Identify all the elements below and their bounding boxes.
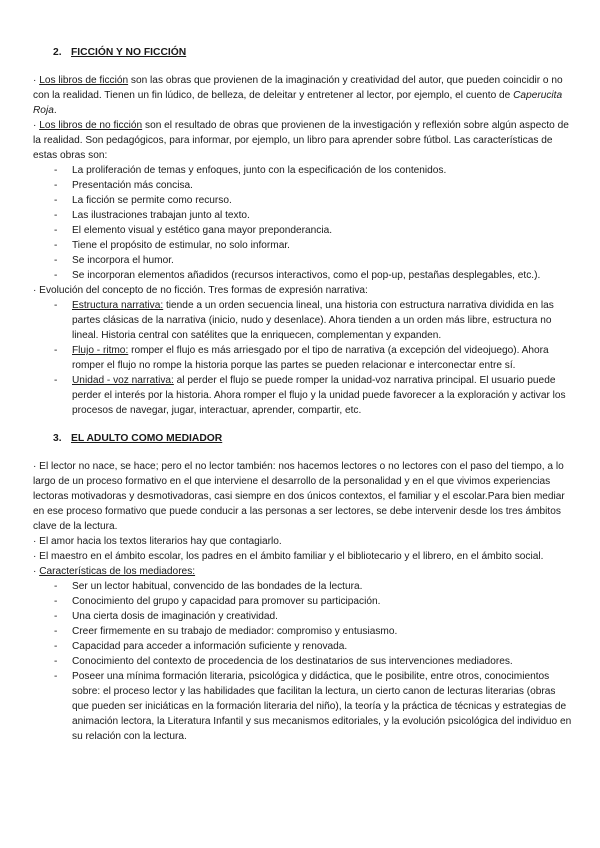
bullet: · bbox=[33, 120, 40, 131]
paragraph-text: son el resultado de obras que provienen de la investigación y reflexión sobre algún aspecto de la realidad. Son pedagógicos, para informar, por ejemplo, un libro para aprender sobre fútbol. Las características de estas obras son: bbox=[33, 120, 569, 161]
list-item: - La ficción se permite como recurso. bbox=[33, 193, 574, 208]
paragraph-mediators: · El maestro en el ámbito escolar, los padres en el ámbito familiar y el bibliotecario y el librero, en el ámbito social. bbox=[33, 551, 544, 562]
list-item: - Creer firmemente en su trabajo de mediador: compromiso y entusiasmo. bbox=[33, 624, 574, 639]
list-item: - Poseer una mínima formación literaria, psicológica y didáctica, que le posibilite, entre otros, conocimientos sobre: el proceso lector y las habilidades que facilitan la lectura, un cierto canon de lecturas literarias (obras que pueden ser iniciáticas en la formación literaria del niño), la teoría y la práctica de técnicas y estrategias de animación lectora, la Literatura Infantil y sus mecanismos editoriales, y la evolución psicológica del individuo en su relación con la lectura. bbox=[33, 669, 574, 744]
mediator-traits-list bbox=[33, 579, 574, 744]
section-title: FICCIÓN Y NO FICCIÓN bbox=[71, 47, 187, 58]
item-label: Estructura narrativa: bbox=[72, 300, 164, 311]
list-item: - Tiene el propósito de estimular, no solo informar. bbox=[33, 238, 574, 253]
section-3-heading bbox=[53, 431, 574, 446]
list-item: - Una cierta dosis de imaginación y creatividad. bbox=[33, 609, 574, 624]
term-characteristics: Características de los mediadores: bbox=[39, 566, 196, 577]
item-text: tiende a un orden secuencia lineal, una historia con estructura narrativa dividida en las partes clásicas de la narrativa (inicio, nudo y desenlace). Ahora tienden a un orden más libre, estructura no lineal. Historia central con satélites que la enriquecen, complementan y expanden. bbox=[72, 300, 554, 341]
term-nonfiction: Los libros de no ficción bbox=[39, 120, 143, 131]
list-item: - Conocimiento del contexto de procedencia de los destinatarios de sus intervenciones mediadores. bbox=[33, 654, 574, 669]
spacer bbox=[33, 418, 574, 431]
list-item: - Capacidad para acceder a información suficiente y renovada. bbox=[33, 639, 574, 654]
paragraph-love: · El amor hacia los textos literarios hay que contagiarlo. bbox=[33, 536, 282, 547]
paragraph-text: son las obras que provienen de la imaginación y creatividad del autor, que pueden coincidir o no con la realidad. Tienen un fin lúdico, de belleza, de deleitar y entretener al lector, por ejemplo, el cuento de bbox=[33, 75, 563, 101]
section-number: 3. bbox=[53, 433, 62, 444]
paragraph-fiction bbox=[33, 73, 574, 118]
list-item bbox=[33, 298, 574, 343]
item-label: Unidad - voz narrativa: bbox=[72, 375, 174, 386]
list-item: - Se incorporan elementos añadidos (recursos interactivos, como el pop-up, pestañas desplegables, etc.). bbox=[33, 268, 574, 283]
list-item bbox=[33, 373, 574, 418]
list-item: - Ser un lector habitual, convencido de las bondades de la lectura. bbox=[33, 579, 574, 594]
list-item: - Se incorpora el humor. bbox=[33, 253, 574, 268]
term-fiction: Los libros de ficción bbox=[39, 75, 129, 86]
bullet: · bbox=[33, 566, 40, 577]
paragraph-nonfiction bbox=[33, 118, 574, 163]
list-item: - El elemento visual y estético gana mayor preponderancia. bbox=[33, 223, 574, 238]
book-title: Caperucita Roja bbox=[33, 90, 563, 116]
bullet: · bbox=[33, 75, 40, 86]
paragraph-reader: · El lector no nace, se hace; pero el no lector también: nos hacemos lectores o no lectores con el paso del tiempo, a lo largo de un proceso formativo en el que interviene el desarrollo de la personalidad y en el que vivimos experiencias lectoras motivadoras y desmotivadoras, casi siempre en dos únicos contextos, el familiar y el escolar.Para bien mediar en ese proceso formativo que puede conducir a las personas a ser lectores, se debe intervenir desde los tres ámbitos clave de la lectura. bbox=[33, 461, 565, 532]
list-item: - Presentación más concisa. bbox=[33, 178, 574, 193]
list-item bbox=[33, 343, 574, 373]
list-item: - La proliferación de temas y enfoques, junto con la especificación de los contenidos. bbox=[33, 163, 574, 178]
punctuation: . bbox=[53, 105, 57, 116]
section-2-heading bbox=[53, 45, 574, 60]
list-item: - Conocimiento del grupo y capacidad para promover su participación. bbox=[33, 594, 574, 609]
item-text: al perder el flujo se puede romper la unidad-voz narrativa principal. El usuario puede perder el interés por la historia. Ahora romper el flujo y la unidad puede favorecer a la exploración y activar los procesos de navegar, jugar, interactuar, aprender, compartir, etc. bbox=[72, 375, 566, 416]
list-item: - Las ilustraciones trabajan junto al texto. bbox=[33, 208, 574, 223]
paragraph-characteristics bbox=[33, 564, 574, 579]
narrative-forms-list bbox=[33, 298, 574, 418]
item-label: Flujo - ritmo: bbox=[72, 345, 129, 356]
nonfiction-features-list bbox=[33, 163, 574, 283]
paragraph-evolution: · Evolución del concepto de no ficción. Tres formas de expresión narrativa: bbox=[33, 285, 368, 296]
section-number: 2. bbox=[53, 47, 62, 58]
section-title: EL ADULTO COMO MEDIADOR bbox=[71, 433, 223, 444]
item-text: romper el flujo es más arriesgado por el tipo de narrativa (a excepción del videojuego). Ahora romper el flujo no rompe la historia porque las partes se pueden relacionar e interconectar entre sí. bbox=[72, 345, 549, 371]
